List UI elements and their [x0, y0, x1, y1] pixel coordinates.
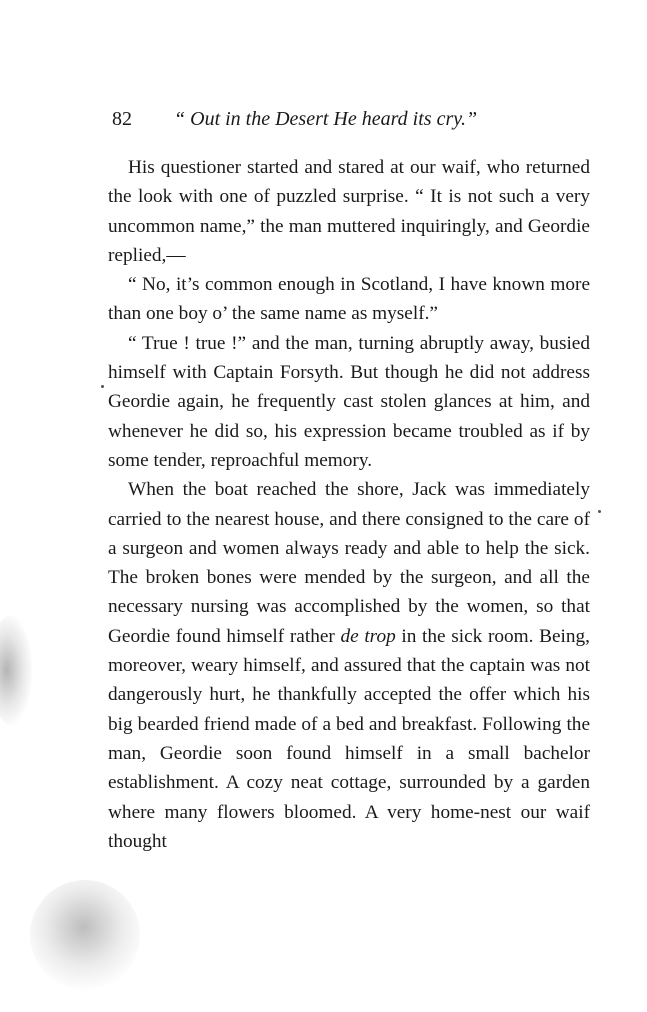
paragraph-text: “ True ! true !” and the man, turning abruptly away, busied himself with Captain Forsyth. But though he did not address Geordie again, he frequently cast stolen glances at him, and whenever he did so, his expression became troubled as if by some tender, reproachful memory.: [108, 332, 590, 471]
page-number: 82: [112, 108, 132, 130]
paragraph: [108, 153, 590, 270]
scan-speck: [598, 510, 601, 513]
scan-smudge: [0, 615, 32, 725]
scan-smudge: [8, 858, 161, 1011]
page-header: [112, 104, 592, 134]
paragraph-text: “ No, it’s common enough in Scotland, I have known more than one boy o’ the same name as myself.”: [108, 274, 590, 325]
paragraph-text: His questioner started and stared at our waif, who returned the look with one of puzzled surprise. “ It is not such a very uncommon name,” the man muttered inquiringly, and Geordie replied,—: [108, 157, 590, 266]
italic-phrase: de trop: [340, 625, 396, 647]
paragraph: [108, 475, 590, 856]
running-title: “ Out in the Desert He heard its cry.”: [174, 108, 478, 130]
paragraph-text: in the sick room. Being, moreover, weary himself, and assured that the captain was not dangerously hurt, he thankfully accepted the offer which his big bearded friend made of a bed and breakfast. Following the man, Geordie soon found himself in a small bachelor establishment. A cozy neat cottage, surrounded by a garden where many flowers bloomed. A very home-nest our waif thought: [108, 625, 590, 852]
body-text: [108, 153, 590, 856]
paragraph: [108, 329, 590, 475]
paragraph-text: When the boat reached the shore, Jack was immediately carried to the nearest house, and there consigned to the care of a surgeon and women always ready and able to help the sick. The broken bones were mended by the surgeon, and all the necessary nursing was accomplished by the women, so that Geordie found himself rather: [108, 479, 590, 647]
paragraph: [108, 270, 590, 329]
scan-speck: [101, 385, 104, 388]
